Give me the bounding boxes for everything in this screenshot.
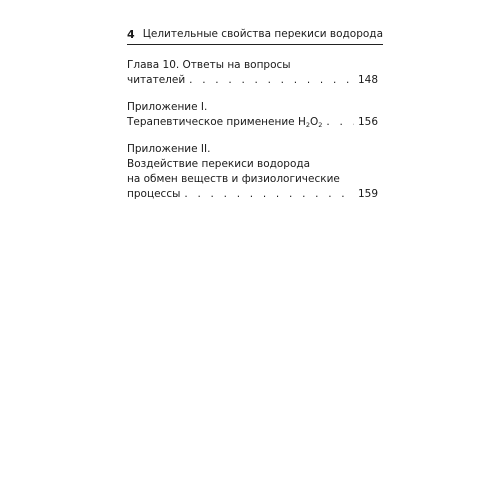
toc-entry-title-line: Приложение II.	[127, 143, 211, 155]
page-number: 4	[127, 28, 135, 41]
running-title: Целительные свойства перекиси водорода	[142, 28, 383, 40]
toc-entry-title-end: читателей	[127, 74, 186, 86]
toc-page-number: 159	[357, 188, 378, 200]
toc-entry-leader-line	[127, 115, 378, 130]
page-header	[127, 28, 383, 46]
dot-leader	[184, 187, 354, 202]
toc-entry-title-end	[127, 115, 322, 130]
dot-leader	[189, 73, 354, 88]
toc-entry-appendix-1[interactable]	[127, 100, 378, 130]
toc-entry-title-line: на обмен веществ и физиологические	[127, 173, 340, 185]
toc-entry-title-line: Глава 10. Ответы на вопросы	[127, 59, 291, 71]
toc-entry-appendix-2[interactable]	[127, 142, 378, 202]
toc-entry-leader-line	[127, 73, 378, 88]
toc-entry-title-end: процессы	[127, 188, 181, 200]
formula-oxygen: O	[310, 116, 319, 128]
subscript-2: 2	[318, 121, 323, 129]
toc-page-number: 156	[357, 116, 378, 128]
toc-entry-title-line: Приложение I.	[127, 101, 208, 113]
toc-entry-leader-line	[127, 187, 378, 202]
toc-entry-chapter-10[interactable]	[127, 58, 378, 88]
toc-entry-title-line: Воздействие перекиси водорода	[127, 158, 311, 170]
subscript-2: 2	[305, 121, 311, 129]
table-of-contents	[127, 58, 378, 214]
header-rule	[127, 44, 383, 45]
toc-page-number: 148	[357, 74, 378, 86]
dot-leader	[326, 115, 354, 130]
toc-entry-title-prefix: Терапевтическое применение H	[127, 116, 306, 128]
